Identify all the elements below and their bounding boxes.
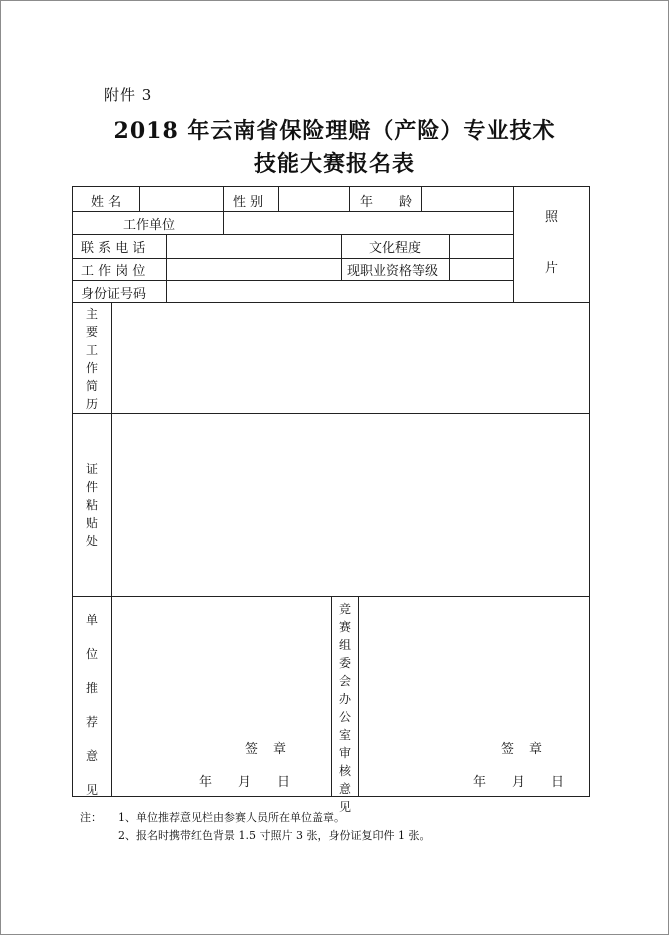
qualification-label: 现职业资格等级: [347, 264, 439, 279]
col-line: [111, 302, 112, 797]
col-line: [449, 234, 450, 280]
col-line: [223, 187, 224, 211]
education-label: 文化程度: [369, 241, 422, 256]
note-item-1: 1、单位推荐意见栏由参赛人员所在单位盖章。: [118, 811, 345, 824]
col-line: [341, 234, 342, 280]
col-line: [223, 211, 224, 234]
unit-date-label: 年 月 日: [199, 775, 291, 790]
form-title-line-2: 技能大赛报名表: [253, 151, 415, 177]
unit-signature-label: 签 章: [245, 742, 288, 757]
committee-review-label: 竞赛组委会办公室审核意见: [338, 602, 351, 814]
notes-label: 注：: [80, 811, 102, 824]
id-number-label: 身份证号码: [81, 287, 147, 302]
row-line: [73, 211, 513, 212]
photo-label-top: 照: [545, 210, 559, 225]
col-line: [349, 187, 350, 211]
col-line: [166, 234, 167, 302]
row-line: [73, 413, 590, 414]
form-title-line-1: 2018 年云南省保险理赔（产险）专业技术: [113, 118, 556, 144]
row-line: [73, 258, 513, 259]
gender-label: 性 别: [233, 195, 264, 210]
col-line: [331, 596, 332, 797]
note-item-2: 2、报名时携带红色背景 1.5 寸照片 3 张，身份证复印件 1 张。: [118, 829, 431, 842]
age-label: 年 龄: [360, 195, 413, 210]
col-line: [358, 596, 359, 797]
photo-label-bottom: 片: [545, 261, 559, 276]
row-line: [73, 234, 513, 235]
certificate-label: 证件粘贴处: [85, 462, 98, 548]
unit-recommendation-label: 单位推荐意见: [85, 613, 98, 797]
committee-date-label: 年 月 日: [473, 775, 565, 790]
attachment-label: 附件 3: [104, 86, 153, 104]
registration-form-table: [72, 186, 590, 814]
name-label: 姓 名: [91, 195, 122, 210]
position-label: 工 作 岗 位: [81, 264, 146, 279]
committee-signature-label: 签 章: [501, 742, 544, 757]
row-line: [73, 280, 513, 281]
col-line: [513, 187, 514, 302]
workplace-label: 工作单位: [123, 218, 176, 233]
phone-label: 联 系 电 话: [81, 241, 146, 256]
col-line: [139, 187, 140, 211]
row-line: [73, 302, 590, 303]
col-line: [278, 187, 279, 211]
notes-block: [80, 809, 430, 845]
resume-label: 主要工作简历: [85, 307, 98, 411]
col-line: [421, 187, 422, 211]
